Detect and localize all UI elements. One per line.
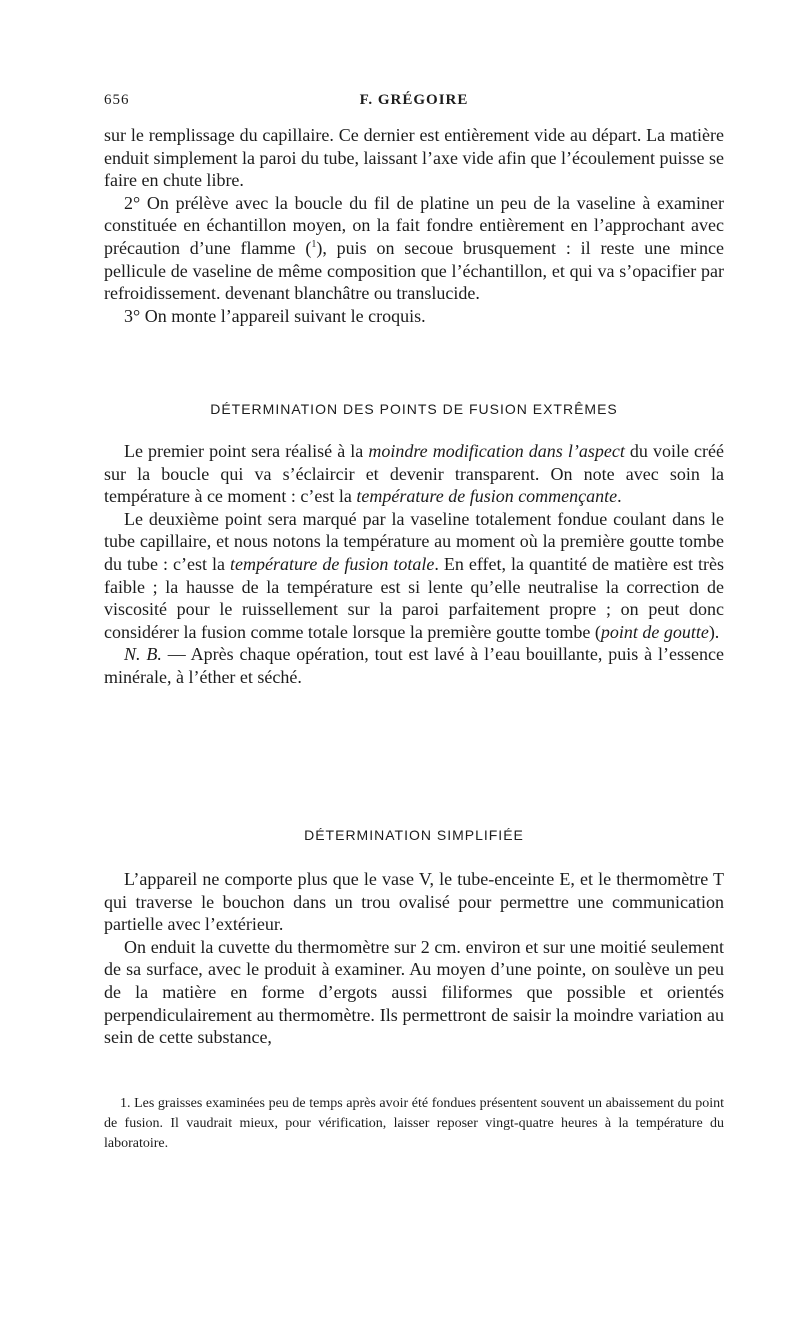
text-run: .	[617, 486, 622, 507]
footnote-ref: 1	[311, 238, 317, 250]
text-run: du voile créé sur la boucle qui va s’éclaircir et devenir transparent. On note avec soin la température à ce moment : c’est la	[104, 441, 724, 507]
text-run: ).	[708, 621, 720, 642]
paragraph	[104, 643, 724, 688]
paragraph	[104, 508, 724, 644]
page-number: 656	[104, 92, 130, 108]
paragraph	[104, 936, 724, 1049]
italic-text: point de goutte	[600, 621, 709, 642]
text-run: On enduit la cuvette du thermomètre sur 2 cm. environ et sur une moitié seulement de sa surface, avec le produit à examiner. Au moyen d’une pointe, on soulève un peu de la matière en forme d’ergots aussi filiformes que possible et orientés perpendiculairement au thermomètre. Ils permettront de saisir la moindre variation au sein de cette substance,	[104, 936, 724, 1048]
italic-text: moindre modification dans l’aspect	[368, 441, 625, 461]
text-run: ), puis on secoue brusquement : il reste une mince pellicule de vaseline de même composition que l’échantillon, et qui va s’opacifier par refroidissement. devenant blanchâtre ou translucide.	[104, 237, 725, 304]
running-title: F. GRÉGOIRE	[359, 92, 469, 108]
text-run: Le premier point sera réalisé à la	[124, 441, 369, 461]
section-continuation	[104, 124, 724, 327]
page-header	[104, 92, 724, 114]
italic-text: température de fusion totale	[230, 553, 435, 574]
footnotes	[104, 1094, 724, 1154]
section-simplifiee	[104, 868, 724, 1049]
section-heading-points-de-fusion: DÉTERMINATION DES POINTS DE FUSION EXTRÊMES	[210, 401, 618, 417]
section-points-de-fusion	[104, 440, 724, 689]
text-run: 2° On prélève avec la boucle du fil de platine un peu de la vaseline à examiner constituée en échantillon moyen, on la fait fondre entièrement en l’approchant avec précaution d’une flamme (	[104, 192, 724, 258]
text-run: 3° On monte l’appareil suivant le croquis.	[124, 305, 426, 326]
paragraph	[104, 124, 724, 192]
text-run: Le deuxième point sera marqué par la vaseline totalement fondue coulant dans le tube capillaire, et nous notons la température au moment où la première goutte tombe du tube : c’est la	[104, 508, 724, 574]
text-run: sur le remplissage du capillaire. Ce dernier est entièrement vide au départ. La matière enduit simplement la paroi du tube, laissant l’axe vide afin que l’écoulement puisse se faire en chute libre.	[104, 125, 724, 191]
text-run: . En effet, la quantité de matière est très faible ; la hausse de la température est si lente qu’elle neutralise la correction de viscosité pour le ruissellement sur la paroi parfaitement propre ; on peut donc considérer la fusion comme totale lorsque la première goutte tombe (	[104, 553, 724, 642]
footnote	[104, 1094, 724, 1154]
italic-text: température de fusion commençante	[356, 486, 618, 507]
paragraph	[104, 868, 724, 936]
paragraph	[104, 192, 724, 305]
paragraph	[104, 440, 724, 508]
text-run: L’appareil ne comporte plus que le vase V, le tube-enceinte E, et le thermomètre T qui traverse le bouchon dans un trou ovalisé pour permettre une communication partielle avec l’extérieur.	[104, 869, 724, 935]
italic-text: N. B.	[124, 644, 162, 665]
section-heading-simplifiee: DÉTERMINATION SIMPLIFIÉE	[304, 827, 524, 843]
text-run: 1. Les graisses examinées peu de temps après avoir été fondues présentent souvent un abaissement du point de fusion. Il vaudrait mieux, pour vérification, laisser reposer vingt-quatre heures à la température du laboratoire.	[104, 1096, 724, 1151]
text-run: — Après chaque opération, tout est lavé à l’eau bouillante, puis à l’essence minérale, à l’éther et séché.	[104, 644, 724, 687]
paragraph	[104, 305, 724, 328]
